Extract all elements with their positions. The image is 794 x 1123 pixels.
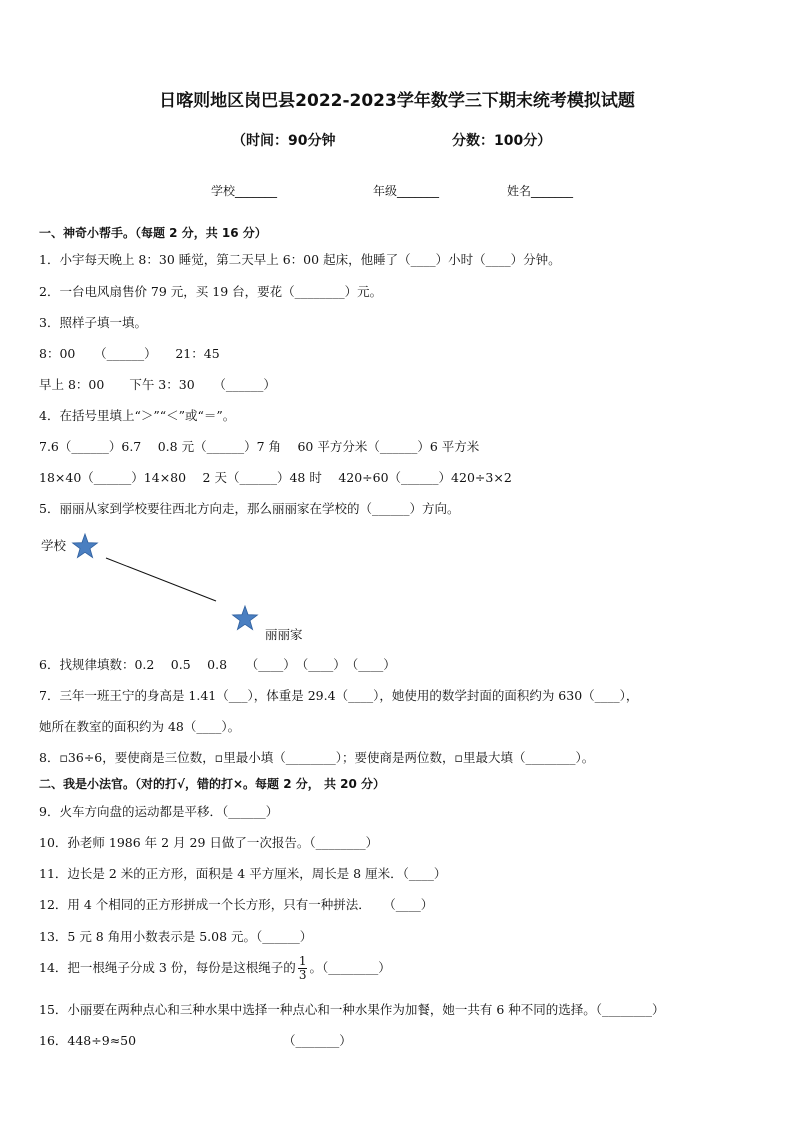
- question-2: 2．一台电风扇售价 79 元，买 19 台，要花（________）元。: [39, 284, 383, 299]
- section-1-heading: 一、神奇小帮手。（每题 2 分，共 16 分）: [39, 226, 267, 240]
- question-13: 13．5 元 8 角用小数表示是 5.08 元。（______）: [39, 929, 313, 944]
- question-4-row-2: 18×40（______）14×80 2 天（______）48 时 420÷60（______）420÷3×2: [39, 470, 512, 485]
- exam-title: 日喀则地区岗巴县2022-2023学年数学三下期末统考模拟试题: [159, 91, 635, 111]
- school-star-icon: [73, 534, 98, 558]
- question-15: 15．小丽要在两种点心和三种水果中选择一种点心和一种水果作为加餐，她一共有 6 种不同的选择。（________）: [39, 1002, 665, 1017]
- question-14: [39, 955, 391, 982]
- question-12: 12．用 4 个相同的正方形拼成一个长方形，只有一种拼法． （____）: [39, 897, 434, 912]
- fraction-denominator: 3: [298, 968, 307, 982]
- school-field[interactable]: 学校_______: [211, 184, 278, 198]
- question-1: 1．小宇每天晚上 8：30 睡觉，第二天早上 6：00 起床，他睡了（____）小时（____）分钟。: [39, 252, 561, 267]
- question-7-line-1: 7．三年一班王宁的身高是 1.41（___），体重是 29.4（____），她使用的数学封面的面积约为 630（____），: [39, 688, 639, 703]
- question-3-row-2: 早上 8：00 下午 3：30 （______）: [39, 377, 276, 392]
- question-5: 5．丽丽从家到学校要往西北方向走，那么丽丽家在学校的（______）方向。: [39, 501, 460, 516]
- question-11: 11．边长是 2 米的正方形，面积是 4 平方厘米，周长是 8 厘米．（____）: [39, 866, 447, 881]
- question-4-row-1: 7.6（______）6.7 0.8 元（______）7 角 60 平方分米（______）6 平方米: [39, 439, 480, 454]
- exam-score: 分数：100分）: [452, 133, 552, 149]
- question-10: 10．孙老师 1986 年 2 月 29 日做了一次报告。（________）: [39, 835, 379, 850]
- question-8: 8．▫36÷6，要使商是三位数，▫里最小填（________）；要使商是两位数，▫里最大填（________）。: [39, 750, 595, 765]
- question-14-blank: 。（________）: [309, 960, 391, 975]
- question-14-text: 14．把一根绳子分成 3 份，每份是这根绳子的: [39, 960, 296, 975]
- school-label: 学校: [41, 538, 67, 553]
- exam-time: （时间：90分钟: [232, 133, 336, 149]
- question-16: 16．448÷9≈50: [39, 1033, 137, 1048]
- fraction-one-third: [298, 955, 308, 982]
- connecting-line: [106, 558, 216, 601]
- question-6: 6．找规律填数：0.2 0.5 0.8 （____） （____） （____）: [39, 657, 396, 672]
- section-2-heading: 二、我是小法官。（对的打√，错的打×。每题 2 分， 共 20 分）: [39, 777, 385, 791]
- question-4: 4．在括号里填上“＞”“＜”或“＝”。: [39, 408, 236, 423]
- fraction-numerator: 1: [298, 954, 307, 968]
- home-star-icon: [233, 606, 258, 630]
- question-3-row-1: 8：00 （______） 21：45: [39, 346, 220, 361]
- question-16-blank: （_______）: [283, 1033, 352, 1048]
- question-9: 9．火车方向盘的运动都是平移．（______）: [39, 804, 279, 819]
- question-3: 3．照样子填一填。: [39, 315, 147, 330]
- home-label: 丽丽家: [265, 627, 303, 642]
- question-7-line-2: 她所在教室的面积约为 48（____）。: [39, 719, 241, 734]
- name-field[interactable]: 姓名_______: [507, 184, 574, 198]
- grade-field[interactable]: 年级_______: [373, 184, 440, 198]
